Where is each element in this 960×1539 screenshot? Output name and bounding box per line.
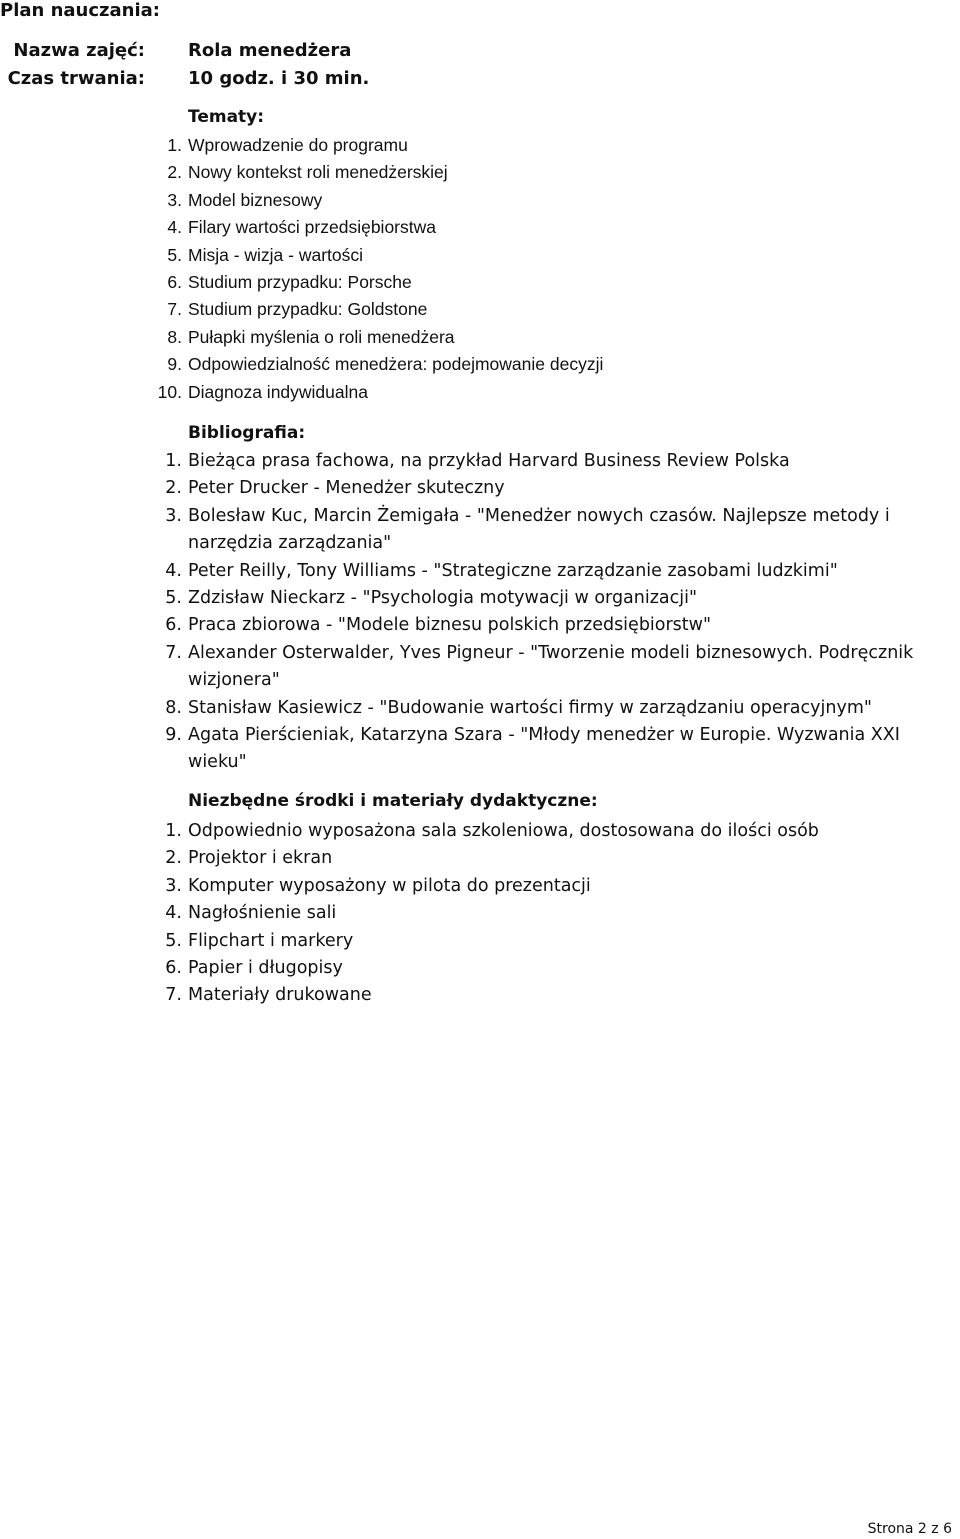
list-item bbox=[0, 722, 928, 777]
list-item bbox=[0, 612, 928, 639]
course-name-value: Rola menedżera bbox=[188, 40, 352, 61]
list-item bbox=[0, 955, 928, 982]
list-item-text: Nowy kontekst roli menedżerskiej bbox=[188, 162, 448, 183]
list-item-text: Stanisław Kasiewicz - "Budowanie wartości firmy w zarządzaniu operacyjnym" bbox=[188, 697, 872, 718]
bibliography-list bbox=[0, 448, 928, 777]
list-item bbox=[0, 503, 928, 558]
list-item-text: Bieżąca prasa fachowa, na przykład Harvard Business Review Polska bbox=[188, 451, 790, 471]
list-item bbox=[0, 982, 928, 1009]
list-item-number: 4. bbox=[165, 903, 182, 924]
list-item-text: Studium przypadku: Porsche bbox=[188, 272, 412, 293]
topics-list bbox=[0, 132, 928, 406]
list-item-number: 7. bbox=[165, 642, 182, 663]
list-item-text: Misja - wizja - wartości bbox=[188, 244, 364, 265]
list-item bbox=[0, 324, 928, 351]
list-item-number: 5. bbox=[165, 588, 182, 609]
list-item-number: 10. bbox=[157, 381, 182, 402]
list-item bbox=[0, 873, 928, 900]
list-item-number: 1. bbox=[165, 451, 182, 471]
list-item bbox=[0, 640, 928, 695]
list-item-text: Diagnoza indywidualna bbox=[188, 381, 368, 402]
list-item-number: 4. bbox=[165, 560, 182, 581]
list-item-number: 3. bbox=[165, 875, 182, 896]
list-item-text: Papier i długopisy bbox=[188, 958, 343, 979]
list-item bbox=[0, 585, 928, 612]
list-item-text: Pułapki myślenia o roli menedżera bbox=[188, 326, 455, 347]
list-item-number: 2. bbox=[165, 848, 182, 869]
list-item-text: Zdzisław Nieckarz - "Psychologia motywacji w organizacji" bbox=[188, 588, 698, 609]
list-item-number: 8. bbox=[165, 697, 182, 718]
list-item bbox=[0, 818, 928, 845]
list-item bbox=[0, 379, 928, 406]
list-item bbox=[0, 351, 928, 378]
list-item-text: Odpowiednio wyposażona sala szkoleniowa, dostosowana do ilości osób bbox=[188, 821, 819, 841]
list-item bbox=[0, 242, 928, 269]
list-item bbox=[0, 159, 928, 186]
list-item-number: 9. bbox=[167, 354, 182, 375]
list-item-number: 9. bbox=[165, 725, 182, 746]
list-item bbox=[0, 132, 928, 159]
list-item bbox=[0, 269, 928, 296]
materials-list bbox=[0, 818, 928, 1010]
bibliography-title: Bibliografia: bbox=[188, 423, 306, 443]
page-title: Plan nauczania: bbox=[0, 0, 160, 21]
list-item-text: Materiały drukowane bbox=[188, 985, 372, 1006]
list-item-text: Odpowiedzialność menedżera: podejmowanie decyzji bbox=[188, 354, 604, 375]
list-item-number: 1. bbox=[167, 135, 182, 155]
duration-value: 10 godz. i 30 min. bbox=[188, 68, 370, 89]
list-item-text: Model biznesowy bbox=[188, 189, 323, 210]
list-item-text: Komputer wyposażony w pilota do prezentacji bbox=[188, 875, 591, 896]
list-item bbox=[0, 475, 928, 502]
list-item-text: Filary wartości przedsiębiorstwa bbox=[188, 217, 436, 238]
list-item-text: Nagłośnienie sali bbox=[188, 903, 337, 924]
list-item-text: Peter Drucker - Menedżer skuteczny bbox=[188, 478, 505, 499]
list-item-text: Projektor i ekran bbox=[188, 848, 333, 869]
list-item-number: 7. bbox=[165, 985, 182, 1006]
list-item-number: 6. bbox=[165, 958, 182, 979]
list-item-number: 1. bbox=[165, 821, 182, 841]
list-item-number: 6. bbox=[167, 272, 182, 293]
list-item-text: Wprowadzenie do programu bbox=[188, 135, 408, 155]
page-number: Strona 2 z 6 bbox=[867, 1521, 952, 1537]
list-item bbox=[0, 558, 928, 585]
list-item bbox=[0, 296, 928, 323]
list-item-number: 3. bbox=[167, 189, 182, 210]
list-item-number: 6. bbox=[165, 615, 182, 636]
list-item bbox=[0, 448, 928, 475]
list-item-number: 2. bbox=[165, 478, 182, 499]
list-item bbox=[0, 928, 928, 955]
materials-title: Niezbędne środki i materiały dydaktyczne: bbox=[188, 791, 598, 811]
list-item bbox=[0, 900, 928, 927]
list-item-text: Studium przypadku: Goldstone bbox=[188, 299, 428, 320]
list-item-number: 5. bbox=[165, 930, 182, 951]
duration-label: Czas trwania: bbox=[7, 68, 145, 89]
list-item bbox=[0, 695, 928, 722]
list-item-number: 7. bbox=[167, 299, 182, 320]
list-item-text: Praca zbiorowa - "Modele biznesu polskich przedsiębiorstw" bbox=[188, 615, 712, 636]
list-item-number: 8. bbox=[167, 326, 182, 347]
course-name-label: Nazwa zajęć: bbox=[13, 40, 145, 61]
list-item-text: Flipchart i markery bbox=[188, 930, 354, 951]
list-item-text: Peter Reilly, Tony Williams - "Strategiczne zarządzanie zasobami ludzkimi" bbox=[188, 560, 838, 581]
list-item-number: 4. bbox=[167, 217, 182, 238]
list-item-text: Alexander Osterwalder, Yves Pigneur - "Tworzenie modeli biznesowych. Podręcznik wizjonera" bbox=[188, 642, 914, 691]
list-item-text: Agata Pierścieniak, Katarzyna Szara - "Młody menedżer w Europie. Wyzwania XXI wieku" bbox=[188, 725, 900, 773]
list-item-number: 3. bbox=[165, 505, 182, 526]
list-item bbox=[0, 845, 928, 872]
list-item-number: 2. bbox=[167, 162, 182, 183]
list-item bbox=[0, 187, 928, 214]
topics-title: Tematy: bbox=[188, 107, 265, 127]
list-item bbox=[0, 214, 928, 241]
list-item-number: 5. bbox=[167, 244, 182, 265]
list-item-text: Bolesław Kuc, Marcin Żemigała - "Menedżer nowych czasów. Najlepsze metody i narzędzia zarządzania" bbox=[188, 505, 890, 554]
